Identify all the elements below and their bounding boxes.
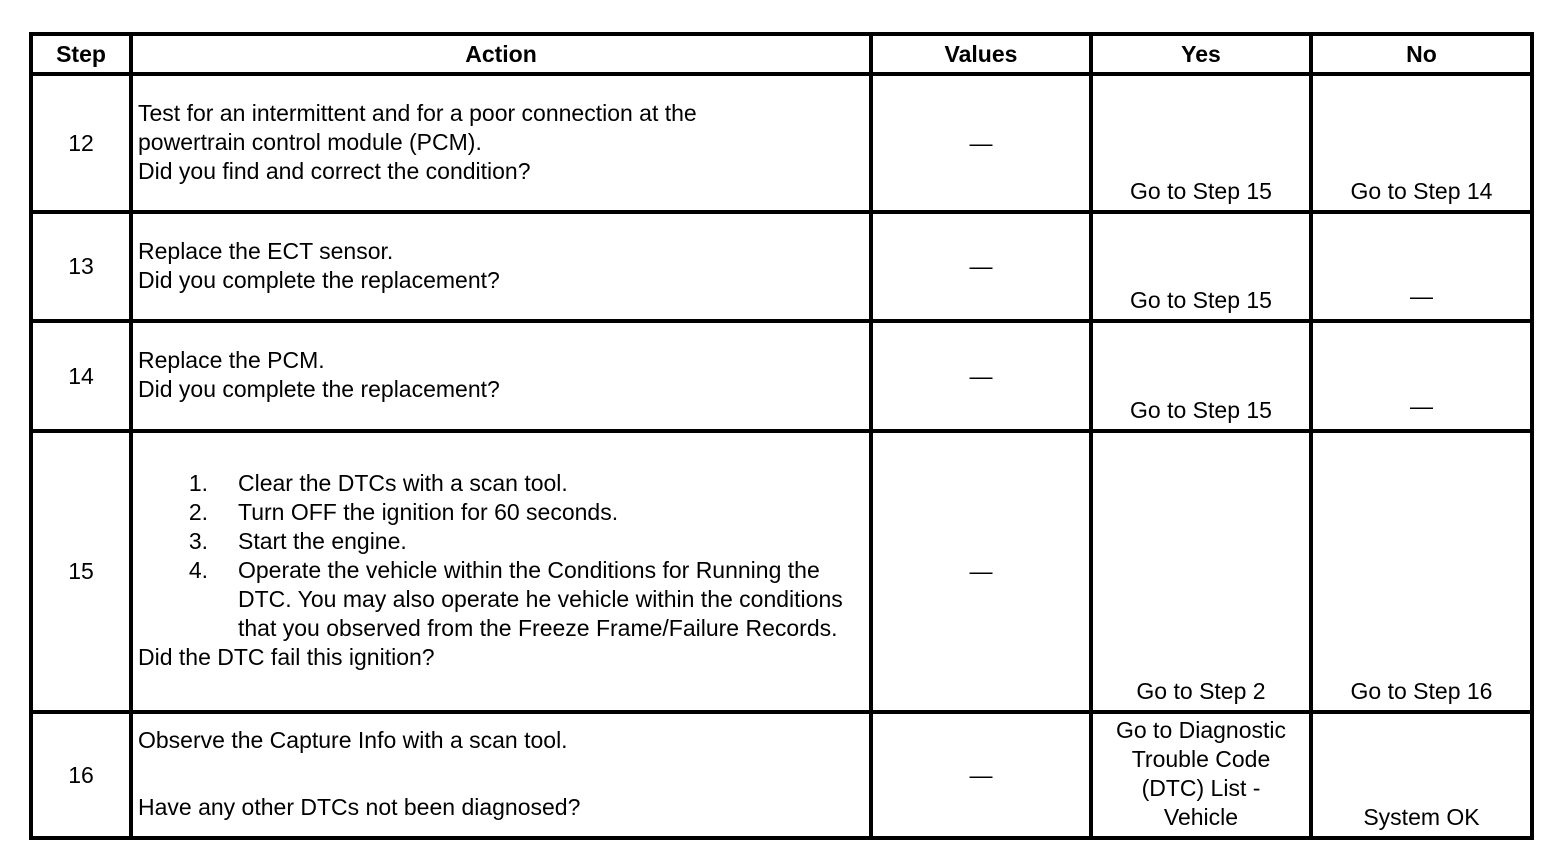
yes-cell: Go to Step 15 bbox=[1091, 74, 1311, 212]
step-number: 14 bbox=[31, 321, 131, 431]
table-row bbox=[31, 74, 1532, 212]
header-values: Values bbox=[871, 34, 1091, 74]
values-cell: — bbox=[871, 431, 1091, 712]
list-item-text: Start the engine. bbox=[238, 528, 407, 554]
header-no: No bbox=[1311, 34, 1532, 74]
action-instruction: Test for an intermittent and for a poor connection at the powertrain control module (PCM). bbox=[138, 99, 697, 155]
values-cell: — bbox=[871, 712, 1091, 838]
table-row bbox=[31, 712, 1532, 838]
header-action: Action bbox=[131, 34, 871, 74]
action-cell bbox=[131, 321, 871, 431]
list-item-text: Turn OFF the ignition for 60 seconds. bbox=[238, 499, 619, 525]
list-item bbox=[138, 469, 863, 498]
list-item-number: 1. bbox=[188, 470, 208, 496]
yes-cell: Go to Step 15 bbox=[1091, 321, 1311, 431]
action-cell bbox=[131, 74, 871, 212]
header-yes: Yes bbox=[1091, 34, 1311, 74]
action-cell bbox=[131, 431, 871, 712]
step-number: 13 bbox=[31, 212, 131, 321]
table-row bbox=[31, 212, 1532, 321]
table-row bbox=[31, 431, 1532, 712]
action-cell bbox=[131, 712, 871, 838]
list-item bbox=[138, 527, 863, 556]
no-cell: System OK bbox=[1311, 712, 1532, 838]
yes-cell: Go to Diagnostic Trouble Code (DTC) List - Vehicle bbox=[1091, 712, 1311, 838]
list-item bbox=[138, 556, 863, 643]
list-item-number: 3. bbox=[188, 528, 208, 554]
list-item-number: 2. bbox=[188, 499, 208, 525]
action-cell bbox=[131, 212, 871, 321]
list-item-number: 4. bbox=[188, 557, 208, 583]
action-question: Did you find and correct the condition? bbox=[138, 157, 531, 184]
action-instruction: Observe the Capture Info with a scan tool. bbox=[138, 727, 568, 753]
yes-cell: Go to Step 15 bbox=[1091, 212, 1311, 321]
step-number: 16 bbox=[31, 712, 131, 838]
list-item-text: Operate the vehicle within the Conditions for Running the DTC. You may also operate he vehicle within the conditions that you observed from the Freeze Frame/Failure Records. bbox=[238, 557, 843, 641]
no-cell: — bbox=[1311, 321, 1532, 431]
action-question: Did you complete the replacement? bbox=[138, 266, 500, 293]
action-question: Have any other DTCs not been diagnosed? bbox=[138, 794, 581, 820]
header-row bbox=[31, 34, 1532, 74]
list-item-text: Clear the DTCs with a scan tool. bbox=[238, 470, 568, 496]
values-cell: — bbox=[871, 212, 1091, 321]
list-item bbox=[138, 498, 863, 527]
no-cell: — bbox=[1311, 212, 1532, 321]
values-cell: — bbox=[871, 74, 1091, 212]
yes-cell: Go to Step 2 bbox=[1091, 431, 1311, 712]
action-instruction: Replace the PCM. bbox=[138, 347, 325, 373]
diagnostic-step-table bbox=[29, 32, 1534, 840]
table-row bbox=[31, 321, 1532, 431]
values-cell: — bbox=[871, 321, 1091, 431]
action-question: Did you complete the replacement? bbox=[138, 376, 500, 402]
step-number: 12 bbox=[31, 74, 131, 212]
action-question: Did the DTC fail this ignition? bbox=[138, 644, 435, 670]
action-instruction: Replace the ECT sensor. bbox=[138, 237, 394, 264]
no-cell: Go to Step 14 bbox=[1311, 74, 1532, 212]
procedure-list bbox=[138, 469, 863, 643]
step-number: 15 bbox=[31, 431, 131, 712]
no-cell: Go to Step 16 bbox=[1311, 431, 1532, 712]
header-step: Step bbox=[31, 34, 131, 74]
